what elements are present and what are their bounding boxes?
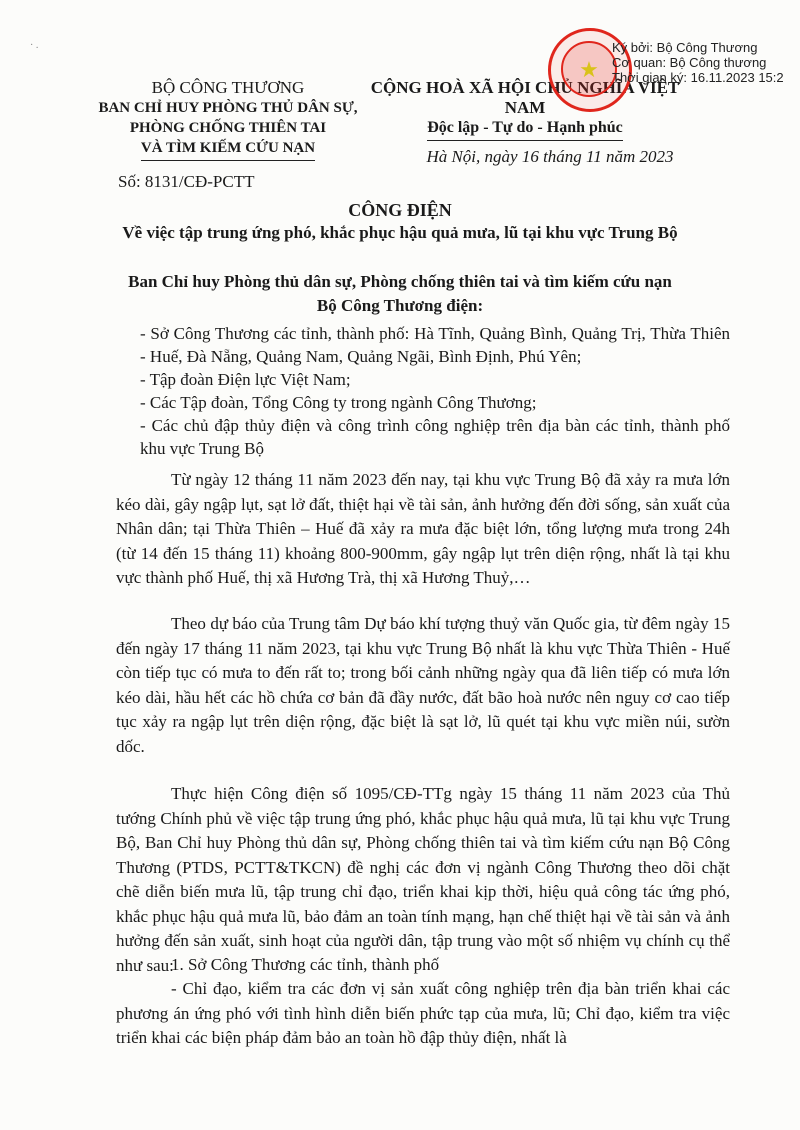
seal-inner bbox=[561, 41, 617, 97]
star-icon: ★ bbox=[579, 57, 599, 82]
signature-agency: Cơ quan: Bộ Công thương bbox=[612, 55, 767, 70]
signature-time: Thời gian ký: 16.11.2023 15:2 bbox=[612, 70, 784, 85]
recipient-item: - Sở Công Thương các tỉnh, thành phố: Hà Tĩnh, Quảng Bình, Quảng Trị, Thừa Thiên - Huế, Đà Nẵng, Quảng Nam, Quảng Ngãi, Bình Định, Phú Yên; bbox=[140, 324, 730, 366]
document-title bbox=[70, 200, 730, 243]
digital-signature bbox=[612, 40, 784, 85]
sender-line-2: Bộ Công Thương điện: bbox=[316, 296, 484, 315]
body-paragraph-4: - Chỉ đạo, kiểm tra các đơn vị sản xuất công nghiệp trên địa bàn triển khai các phương án ứng phó với tình hình diễn biến phức tạp của mưa, lũ; Chỉ đạo, kiểm tra việc triển khai các biện pháp đảm bảo an toàn hồ đập thủy điện, nhất là bbox=[116, 979, 730, 1047]
body-paragraph-3: Thực hiện Công điện số 1095/CĐ-TTg ngày 15 tháng 11 năm 2023 của Thủ tướng Chính phủ về việc tập trung ứng phó, khắc phục hậu quả mưa, lũ tại khu vực Trung Bộ, Ban Chỉ huy Phòng thủ dân sự, Phòng chống thiên tai và tìm kiếm cứu nạn Bộ Công Thương (PTDS, PCTT&TKCN) đề nghị các đơn vị ngành Công Thương theo dõi chặt chẽ diễn biến mưa lũ, tập trung chỉ đạo, triển khai kịp thời, hiệu quả công tác ứng phó, khắc phục hậu quả mưa lũ, bảo đảm an toàn tính mạng, hạn chế thiệt hại về tài sản và ảnh hưởng đến sản xuất, sinh hoạt của người dân, tập trung vào một số nhiệm vụ chính cụ thể như sau: bbox=[116, 784, 730, 975]
signature-signer: Ký bởi: Bộ Công Thương bbox=[612, 40, 758, 55]
recipient-item: - Các chủ đập thủy điện và công trình công nghiệp trên địa bàn các tỉnh, thành phố khu vực Trung Bộ bbox=[140, 416, 730, 458]
nation-block bbox=[355, 78, 695, 141]
motto: Độc lập - Tự do - Hạnh phúc bbox=[427, 118, 623, 141]
recipient-item: - Các Tập đoàn, Tổng Công ty trong ngành Công Thương; bbox=[140, 393, 537, 412]
document-number: Số: 8131/CĐ-PCTT bbox=[118, 172, 255, 191]
committee-line-1: BAN CHỈ HUY PHÒNG THỦ DÂN SỰ, bbox=[98, 100, 358, 116]
sender bbox=[70, 270, 730, 318]
sender-line-1: Ban Chỉ huy Phòng thủ dân sự, Phòng chống thiên tai và tìm kiếm cứu nạn bbox=[128, 272, 672, 291]
body-paragraph-1: Từ ngày 12 tháng 11 năm 2023 đến nay, tại khu vực Trung Bộ đã xảy ra mưa lớn kéo dài, gây ngập lụt, sạt lở đất, thiệt hại về tài sản, ảnh hưởng đến đời sống, sản xuất của Nhân dân; tại Thừa Thiên – Huế đã xảy ra mưa đặc biệt lớn, tổng lượng mưa trong 24h (từ 14 đến 15 tháng 11) khoảng 800-900mm, gây ngập lụt trên diện rộng, nhất là tại khu vực thành phố Huế, thị xã Hương Trà, thị xã Hương Thuỷ,… bbox=[116, 470, 730, 587]
title-subject: Về việc tập trung ứng phó, khắc phục hậu quả mưa, lũ tại khu vực Trung Bộ bbox=[122, 223, 678, 242]
committee-line-3: VÀ TÌM KIẾM CỨU NẠN bbox=[141, 138, 315, 161]
title-main: CÔNG ĐIỆN bbox=[348, 200, 452, 220]
section-heading-1: 1. Sở Công Thương các tỉnh, thành phố bbox=[171, 955, 440, 974]
issue-date: Hà Nội, ngày 16 tháng 11 năm 2023 bbox=[426, 147, 674, 166]
issuer-block bbox=[78, 78, 378, 161]
recipients-list bbox=[140, 322, 730, 460]
scan-speckle: · . bbox=[30, 40, 39, 51]
ministry-name: BỘ CÔNG THƯƠNG bbox=[151, 78, 305, 97]
recipient-item: - Tập đoàn Điện lực Việt Nam; bbox=[140, 370, 351, 389]
nation-name: CỘNG HOÀ XÃ HỘI CHỦ NGHĨA VIỆT NAM bbox=[370, 78, 680, 117]
body-paragraph-2: Theo dự báo của Trung tâm Dự báo khí tượng thuỷ văn Quốc gia, từ đêm ngày 15 đến ngày 17 tháng 11 năm 2023, tại khu vực Trung Bộ nhất là khu vực Thừa Thiên - Huế còn tiếp tục có mưa to đến rất to; trong bối cảnh những ngày qua đã liên tiếp có mưa lớn kéo dài, hầu hết các hồ chứa cơ bản đã đầy nước, đất bão hoà nước nên nguy cơ cao tiếp tục xảy ra ngập lụt trên diện rộng, đặc biệt là sạt lở, lũ quét tại khu vực miền núi, sườn dốc. bbox=[116, 614, 730, 756]
committee-line-2: PHÒNG CHỐNG THIÊN TAI bbox=[129, 120, 327, 136]
